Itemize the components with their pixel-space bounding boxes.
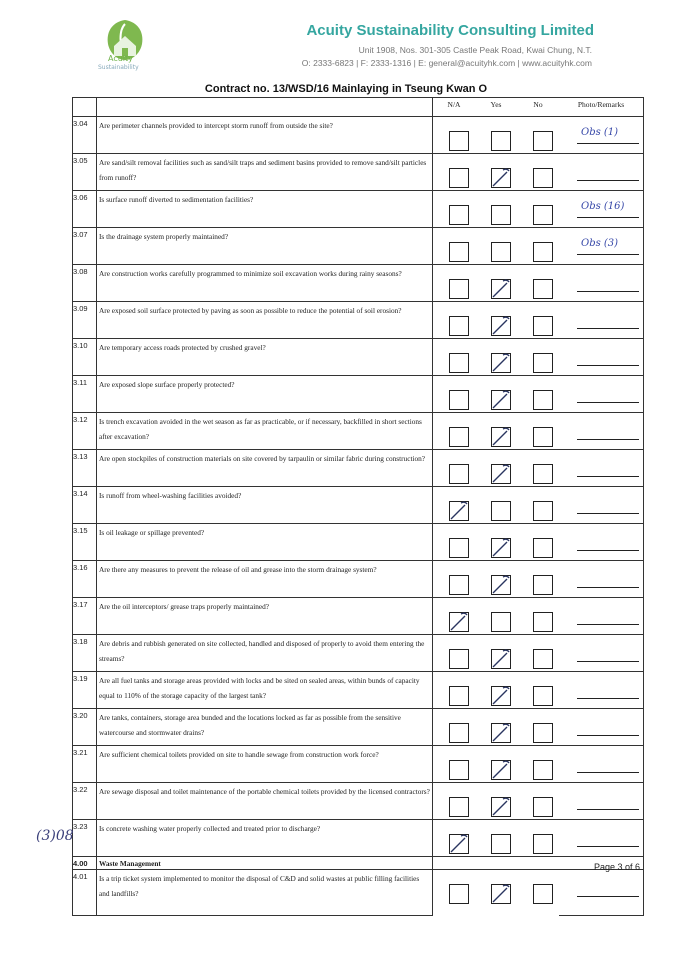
yes-checkbox[interactable]	[491, 390, 511, 410]
no-cell	[517, 339, 559, 376]
na-checkbox[interactable]	[449, 884, 469, 904]
item-number: 3.07	[73, 228, 97, 265]
item-question: Are the oil interceptors/ grease traps properly maintained?	[97, 598, 433, 635]
item-question: Is concrete washing water properly collected and treated prior to discharge?	[97, 820, 433, 857]
no-checkbox[interactable]	[533, 834, 553, 854]
yes-cell	[475, 450, 517, 487]
na-checkbox[interactable]	[449, 316, 469, 336]
remarks-field[interactable]	[577, 550, 639, 551]
no-checkbox[interactable]	[533, 612, 553, 632]
yes-cell	[475, 709, 517, 746]
section-empty-cell	[475, 857, 517, 870]
remarks-cell	[559, 302, 644, 339]
page-number: Page 3 of 6	[593, 862, 640, 872]
na-checkbox[interactable]	[449, 797, 469, 817]
na-checkbox[interactable]	[449, 279, 469, 299]
na-cell	[433, 191, 476, 228]
section-title: Waste Management	[97, 857, 433, 870]
no-cell	[517, 820, 559, 857]
table-row	[73, 228, 644, 265]
section-empty-cell	[433, 857, 476, 870]
yes-checkbox[interactable]	[491, 797, 511, 817]
tick-mark-icon	[490, 278, 512, 300]
na-checkbox[interactable]	[449, 390, 469, 410]
no-checkbox[interactable]	[533, 168, 553, 188]
na-cell	[433, 302, 476, 339]
no-cell	[517, 413, 559, 450]
handwritten-remark: Obs (16)	[581, 201, 625, 212]
na-checkbox[interactable]	[449, 649, 469, 669]
na-cell	[433, 450, 476, 487]
remarks-cell	[559, 228, 644, 265]
yes-cell	[475, 487, 517, 524]
remarks-field[interactable]	[577, 365, 639, 366]
na-cell	[433, 746, 476, 783]
item-question: Is the drainage system properly maintained?	[97, 228, 433, 265]
no-checkbox[interactable]	[533, 884, 553, 904]
item-question: Are tanks, containers, storage area bunded and the locations locked as far as possible from the sensitive watercourse and stormwater drains?	[97, 709, 433, 746]
remarks-field[interactable]	[577, 846, 639, 847]
yes-checkbox[interactable]	[491, 242, 511, 262]
remarks-cell	[559, 561, 644, 598]
yes-checkbox[interactable]	[491, 760, 511, 780]
table-row	[73, 598, 644, 635]
item-number: 3.14	[73, 487, 97, 524]
remarks-field[interactable]	[577, 587, 639, 588]
yes-cell	[475, 820, 517, 857]
table-row	[73, 450, 644, 487]
na-cell	[433, 783, 476, 820]
item-number: 3.06	[73, 191, 97, 228]
remarks-field[interactable]	[577, 291, 639, 292]
header-yes: Yes	[475, 98, 517, 117]
no-cell	[517, 302, 559, 339]
yes-checkbox[interactable]	[491, 205, 511, 225]
logo-text: Acuity	[108, 54, 133, 63]
remarks-cell	[559, 265, 644, 302]
remarks-field[interactable]	[577, 735, 639, 736]
remarks-cell	[559, 635, 644, 672]
no-cell	[517, 870, 559, 916]
yes-cell	[475, 746, 517, 783]
yes-checkbox[interactable]	[491, 464, 511, 484]
contract-title: Contract no. 13/WSD/16 Mainlaying in Tseung Kwan O	[204, 83, 488, 95]
remarks-field[interactable]	[577, 238, 639, 255]
yes-cell	[475, 339, 517, 376]
remarks-field[interactable]	[577, 513, 639, 514]
tick-mark-icon	[490, 167, 512, 189]
no-checkbox[interactable]	[533, 760, 553, 780]
na-cell	[433, 265, 476, 302]
na-checkbox[interactable]	[449, 575, 469, 595]
handwritten-remark: Obs (3)	[581, 238, 619, 249]
yes-checkbox[interactable]	[491, 501, 511, 521]
yes-checkbox[interactable]	[491, 427, 511, 447]
item-number: 3.18	[73, 635, 97, 672]
na-cell	[433, 154, 476, 191]
na-cell	[433, 870, 476, 916]
tick-mark-icon	[490, 648, 512, 670]
na-checkbox[interactable]	[449, 723, 469, 743]
no-checkbox[interactable]	[533, 205, 553, 225]
item-question: Is oil leakage or spillage prevented?	[97, 524, 433, 561]
yes-cell	[475, 598, 517, 635]
remarks-field[interactable]	[577, 661, 639, 662]
na-cell	[433, 413, 476, 450]
yes-cell	[475, 783, 517, 820]
yes-cell	[475, 635, 517, 672]
table-row	[73, 339, 644, 376]
no-cell	[517, 598, 559, 635]
yes-checkbox[interactable]	[491, 538, 511, 558]
tick-mark-icon	[490, 426, 512, 448]
tick-mark-icon	[448, 611, 470, 633]
na-checkbox[interactable]	[449, 686, 469, 706]
no-checkbox[interactable]	[533, 501, 553, 521]
tick-mark-icon	[490, 389, 512, 411]
na-checkbox[interactable]	[449, 760, 469, 780]
na-cell	[433, 487, 476, 524]
table-row	[73, 672, 644, 709]
table-row	[73, 709, 644, 746]
handwritten-remark: Obs (1)	[581, 127, 619, 138]
no-checkbox[interactable]	[533, 464, 553, 484]
no-cell	[517, 265, 559, 302]
na-checkbox[interactable]	[449, 464, 469, 484]
remarks-cell	[559, 746, 644, 783]
yes-checkbox[interactable]	[491, 686, 511, 706]
yes-cell	[475, 870, 517, 916]
table-row	[73, 376, 644, 413]
tick-mark-icon	[490, 537, 512, 559]
no-cell	[517, 746, 559, 783]
handwritten-note: (3)08	[36, 828, 74, 844]
na-checkbox[interactable]	[449, 168, 469, 188]
yes-checkbox[interactable]	[491, 279, 511, 299]
item-question: Is trench excavation avoided in the wet season as far as practicable, or if necessary, backfilled in short sections after excavation?	[97, 413, 433, 450]
item-number: 3.23	[73, 820, 97, 857]
item-number: 3.05	[73, 154, 97, 191]
remarks-cell	[559, 709, 644, 746]
item-question: Are exposed slope surface properly protected?	[97, 376, 433, 413]
address-line: Unit 1908, Nos. 301-305 Castle Peak Road, Kwai Chung, N.T.	[358, 45, 592, 55]
table-row	[73, 117, 644, 154]
no-cell	[517, 154, 559, 191]
item-number: 3.08	[73, 265, 97, 302]
table-row	[73, 635, 644, 672]
tick-mark-icon	[490, 883, 512, 905]
no-cell	[517, 191, 559, 228]
no-checkbox[interactable]	[533, 279, 553, 299]
remarks-cell	[559, 870, 644, 916]
item-question: Are open stockpiles of construction materials on site covered by tarpaulin or similar fabric during construction?	[97, 450, 433, 487]
remarks-field[interactable]	[577, 896, 639, 897]
header-na: N/A	[433, 98, 476, 117]
remarks-cell	[559, 376, 644, 413]
no-cell	[517, 117, 559, 154]
header-remarks: Photo/Remarks	[559, 98, 644, 117]
table-row	[73, 561, 644, 598]
item-number: 4.01	[73, 870, 97, 916]
na-checkbox[interactable]	[449, 242, 469, 262]
yes-checkbox[interactable]	[491, 353, 511, 373]
remarks-cell	[559, 191, 644, 228]
no-cell	[517, 450, 559, 487]
table-row	[73, 487, 644, 524]
remarks-cell	[559, 450, 644, 487]
table-row	[73, 524, 644, 561]
tick-mark-icon	[448, 833, 470, 855]
tick-mark-icon	[490, 463, 512, 485]
table-header	[73, 98, 644, 117]
no-checkbox[interactable]	[533, 353, 553, 373]
no-checkbox[interactable]	[533, 316, 553, 336]
na-cell	[433, 635, 476, 672]
na-cell	[433, 228, 476, 265]
table-row	[73, 870, 644, 916]
table-row	[73, 820, 644, 857]
na-checkbox[interactable]	[449, 538, 469, 558]
section-empty-cell	[517, 857, 559, 870]
na-checkbox[interactable]	[449, 612, 469, 632]
no-cell	[517, 487, 559, 524]
na-cell	[433, 117, 476, 154]
no-cell	[517, 228, 559, 265]
remarks-field[interactable]	[577, 809, 639, 810]
item-number: 3.12	[73, 413, 97, 450]
item-number: 3.16	[73, 561, 97, 598]
remarks-cell	[559, 117, 644, 154]
yes-checkbox[interactable]	[491, 575, 511, 595]
item-question: Are perimeter channels provided to intercept storm runoff from outside the site?	[97, 117, 433, 154]
tick-mark-icon	[490, 315, 512, 337]
no-checkbox[interactable]	[533, 723, 553, 743]
no-checkbox[interactable]	[533, 686, 553, 706]
checklist-table	[72, 97, 644, 916]
na-checkbox[interactable]	[449, 205, 469, 225]
item-question: Are construction works carefully programmed to minimize soil excavation works during rainy seasons?	[97, 265, 433, 302]
table-row	[73, 783, 644, 820]
company-name: Acuity Sustainability Consulting Limited	[306, 22, 594, 39]
yes-checkbox[interactable]	[491, 168, 511, 188]
item-question: Are temporary access roads protected by crushed gravel?	[97, 339, 433, 376]
yes-cell	[475, 672, 517, 709]
yes-checkbox[interactable]	[491, 834, 511, 854]
tick-mark-icon	[490, 796, 512, 818]
na-cell	[433, 524, 476, 561]
remarks-cell	[559, 783, 644, 820]
item-question: Are sufficient chemical toilets provided on site to handle sewage from construction work force?	[97, 746, 433, 783]
no-cell	[517, 672, 559, 709]
no-checkbox[interactable]	[533, 390, 553, 410]
item-question: Is surface runoff diverted to sedimentation facilities?	[97, 191, 433, 228]
no-checkbox[interactable]	[533, 575, 553, 595]
table-row	[73, 265, 644, 302]
yes-cell	[475, 154, 517, 191]
item-question: Are sewage disposal and toilet maintenance of the portable chemical toilets provided by the licensed contractors?	[97, 783, 433, 820]
remarks-cell	[559, 598, 644, 635]
item-number: 3.04	[73, 117, 97, 154]
yes-cell	[475, 524, 517, 561]
no-cell	[517, 376, 559, 413]
yes-cell	[475, 265, 517, 302]
item-number: 3.09	[73, 302, 97, 339]
yes-cell	[475, 191, 517, 228]
yes-cell	[475, 117, 517, 154]
header-number-cell	[73, 98, 97, 117]
item-number: 3.17	[73, 598, 97, 635]
item-number: 3.22	[73, 783, 97, 820]
yes-checkbox[interactable]	[491, 723, 511, 743]
tick-mark-icon	[448, 500, 470, 522]
na-cell	[433, 598, 476, 635]
no-cell	[517, 635, 559, 672]
logo-subtext: Sustainability	[98, 64, 139, 71]
section-row	[73, 857, 644, 870]
remarks-cell	[559, 487, 644, 524]
item-question: Are sand/silt removal facilities such as sand/silt traps and sediment basins provided to remove sand/silt particles from runoff?	[97, 154, 433, 191]
yes-cell	[475, 228, 517, 265]
na-checkbox[interactable]	[449, 353, 469, 373]
tick-mark-icon	[490, 722, 512, 744]
remarks-cell	[559, 672, 644, 709]
no-checkbox[interactable]	[533, 242, 553, 262]
yes-cell	[475, 561, 517, 598]
item-number: 3.20	[73, 709, 97, 746]
remarks-cell	[559, 339, 644, 376]
item-question: Are debris and rubbish generated on site collected, handled and disposed of properly to avoid them entering the streams?	[97, 635, 433, 672]
company-address	[302, 44, 592, 70]
item-question: Are all fuel tanks and storage areas provided with locks and be sited on sealed areas, within bunds of capacity equal to 110% of the storage capacity of the largest tank?	[97, 672, 433, 709]
item-number: 3.10	[73, 339, 97, 376]
item-question: Are there any measures to prevent the release of oil and grease into the storm drainage system?	[97, 561, 433, 598]
remarks-field[interactable]	[577, 476, 639, 477]
table-row	[73, 746, 644, 783]
no-checkbox[interactable]	[533, 649, 553, 669]
no-checkbox[interactable]	[533, 427, 553, 447]
remarks-cell	[559, 413, 644, 450]
yes-cell	[475, 413, 517, 450]
no-cell	[517, 524, 559, 561]
yes-cell	[475, 302, 517, 339]
yes-cell	[475, 376, 517, 413]
na-checkbox[interactable]	[449, 501, 469, 521]
na-cell	[433, 820, 476, 857]
remarks-field[interactable]	[577, 402, 639, 403]
remarks-field[interactable]	[577, 127, 639, 144]
table-row	[73, 302, 644, 339]
tick-mark-icon	[490, 574, 512, 596]
tick-mark-icon	[490, 685, 512, 707]
item-number: 3.11	[73, 376, 97, 413]
item-question: Is a trip ticket system implemented to monitor the disposal of C&D and solid wastes at public filling facilities and landfills?	[97, 870, 433, 916]
item-question: Is runoff from wheel-washing facilities avoided?	[97, 487, 433, 524]
item-number: 3.13	[73, 450, 97, 487]
remarks-cell	[559, 820, 644, 857]
na-cell	[433, 709, 476, 746]
remarks-cell	[559, 524, 644, 561]
na-checkbox[interactable]	[449, 131, 469, 151]
no-cell	[517, 783, 559, 820]
table-row	[73, 154, 644, 191]
yes-checkbox[interactable]	[491, 884, 511, 904]
na-cell	[433, 672, 476, 709]
yes-checkbox[interactable]	[491, 612, 511, 632]
na-cell	[433, 376, 476, 413]
item-number: 3.19	[73, 672, 97, 709]
remarks-field[interactable]	[577, 698, 639, 699]
remarks-field[interactable]	[577, 180, 639, 181]
yes-checkbox[interactable]	[491, 649, 511, 669]
section-number: 4.00	[73, 857, 97, 870]
yes-checkbox[interactable]	[491, 131, 511, 151]
no-cell	[517, 709, 559, 746]
contact-line: O: 2333-6823 | F: 2333-1316 | E: general@acuityhk.com | www.acuityhk.com	[301, 58, 592, 68]
header-no: No	[517, 98, 559, 117]
remarks-field[interactable]	[577, 439, 639, 440]
na-checkbox[interactable]	[449, 834, 469, 854]
tick-mark-icon	[490, 352, 512, 374]
remarks-field[interactable]	[577, 772, 639, 773]
item-number: 3.15	[73, 524, 97, 561]
remarks-cell	[559, 154, 644, 191]
table-row	[73, 413, 644, 450]
no-checkbox[interactable]	[533, 131, 553, 151]
table-row	[73, 191, 644, 228]
no-checkbox[interactable]	[533, 797, 553, 817]
yes-checkbox[interactable]	[491, 316, 511, 336]
header-question-cell	[97, 98, 433, 117]
no-cell	[517, 561, 559, 598]
na-checkbox[interactable]	[449, 427, 469, 447]
remarks-field[interactable]	[577, 624, 639, 625]
remarks-field[interactable]	[577, 201, 639, 218]
na-cell	[433, 561, 476, 598]
no-checkbox[interactable]	[533, 538, 553, 558]
tick-mark-icon	[490, 759, 512, 781]
item-question: Are exposed soil surface protected by paving as soon as possible to reduce the potential of soil erosion?	[97, 302, 433, 339]
item-number: 3.21	[73, 746, 97, 783]
remarks-field[interactable]	[577, 328, 639, 329]
na-cell	[433, 339, 476, 376]
